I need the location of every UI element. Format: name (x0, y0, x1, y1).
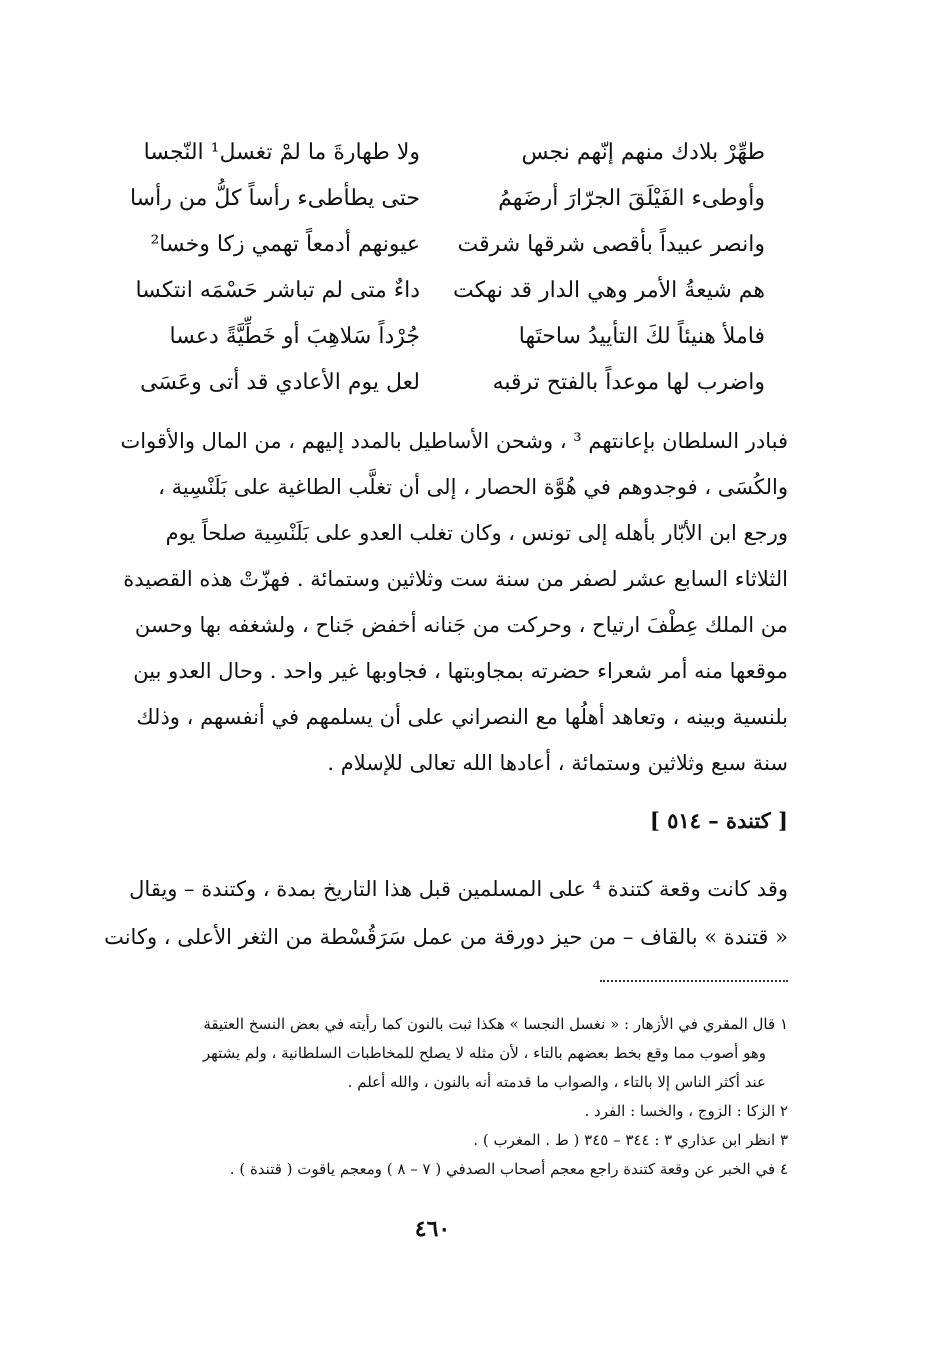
poem (110, 130, 765, 406)
footnotes (118, 1010, 788, 1184)
text-line: بلنسية وبينه ، وتعاهد أهلُها مع النصراني على أن يسلمهم في أنفسهم ، وذلك (136, 705, 788, 729)
text-line: الثلاثاء السابع عشر لصفر من سنة ست وثلاثين وستمائة . فهزّتْ هذه القصيدة (123, 567, 788, 591)
page-number: ٤٦٠ (414, 1216, 451, 1242)
poem-verse (110, 130, 765, 176)
footnote (118, 1155, 788, 1184)
text-line: فبادر السلطان بإعانتهم ³ ، وشحن الأساطيل بالمدد إليهم ، من المال والأقوات (120, 429, 788, 453)
poem-verse (110, 176, 765, 222)
first-hemistich: هم شيعةُ الأمر وهي الدار قد نهكت (452, 278, 765, 303)
first-hemistich: طهِّرْ بلادك منهم إنّهم نجس (521, 140, 765, 165)
second-hemistich: داءٌ متى لم تباشر حَسْمَه انتكسا (135, 278, 420, 303)
text-line: والكُسَى ، فوجدوهم في هُوَّة الحصار ، إلى أن تغلَّب الطاغية على بَلَنْسِية ، (158, 475, 788, 499)
section-heading: [ كتندة – ٥١٤ ] (649, 808, 788, 833)
footnote-line: ١ قال المقري في الأزهار : « نغسل النجسا » هكذا ثبت بالنون كما رأيته في بعض النسخ العتيقة (203, 1015, 788, 1033)
text-line: « قتندة » بالقاف – من حيز دورقة من عمل سَرَقُسْطة من الثغر الأعلى ، وكانت (104, 925, 788, 949)
second-hemistich: لعل يوم الأعادي قد أتى وعَسَى (140, 370, 420, 395)
first-hemistich: وانصر عبيداً بأقصى شرقها شرقت (457, 232, 765, 257)
poem-verse (110, 314, 765, 360)
footnote (118, 1097, 788, 1126)
poem-verse (110, 222, 765, 268)
text-line: موقعها منه أمر شعراء حضرته بمجاوبتها ، فجاوبها غير واحد . وحال العدو بين (133, 659, 788, 683)
text-line: ورجع ابن الأبّار بأهله إلى تونس ، وكان تغلب العدو على بَلَنْسِية صلحاً يوم (165, 521, 788, 545)
second-hemistich: جُرْداً سَلاهِبَ أو خَطِّيَّةً دعسا (169, 324, 420, 349)
footnote-line: ٤ في الخبر عن وقعة كتندة راجع معجم أصحاب الصدفي ( ٧ – ٨ ) ومعجم ياقوت ( قتندة ) . (229, 1160, 788, 1178)
text-line: وقد كانت وقعة كتندة ⁴ على المسلمين قبل هذا التاريخ بمدة ، وكتندة – ويقال (129, 877, 788, 901)
poem-verse (110, 268, 765, 314)
first-hemistich: وأوطىء الفَيْلَقَ الجرّارَ أرضَهمُ (498, 186, 765, 211)
footnote-line: ٣ انظر ابن عذاري ٣ : ٣٤٤ – ٣٤٥ ( ط . المغرب ) . (473, 1131, 788, 1149)
text-line: من الملك عِطْفَ ارتياح ، وحركت من جَنانه أخفض جَناح ، ولشغفه بها وحسن (134, 613, 788, 637)
second-hemistich: ولا طهارةَ ما لمْ تغسل¹ النّجسا (143, 140, 420, 165)
footnote-line: عند أكثر الناس إلا بالتاء ، والصواب ما قدمته أنه بالنون ، والله أعلم . (347, 1073, 766, 1091)
first-hemistich: واضرب لها موعداً بالفتح ترقبه (492, 370, 765, 395)
second-hemistich: حتى يطأطىء رأساً كلُّ من رأسا (129, 186, 420, 211)
body-paragraph (92, 418, 788, 786)
first-hemistich: فاملأ هنيئاً لكَ التأييدُ ساحتَها (518, 324, 765, 349)
body-paragraph (92, 865, 788, 961)
footnote-separator (600, 980, 788, 982)
footnote (118, 1126, 788, 1155)
text-line: سنة سبع وثلاثين وستمائة ، أعادها الله تعالى للإسلام . (327, 751, 788, 775)
poem-verse (110, 360, 765, 406)
second-hemistich: عيونهم أدمعاً تهمي زكا وخسا² (150, 232, 420, 257)
footnote-line: ٢ الزكا : الزوج ، والخسا : الفرد . (584, 1102, 788, 1120)
footnote (118, 1010, 788, 1097)
footnote-line: وهو أصوب مما وقع بخط بعضهم بالتاء ، لأن مثله لا يصلح للمخاطبات السلطانية ، ولم يشتهر (202, 1044, 766, 1062)
